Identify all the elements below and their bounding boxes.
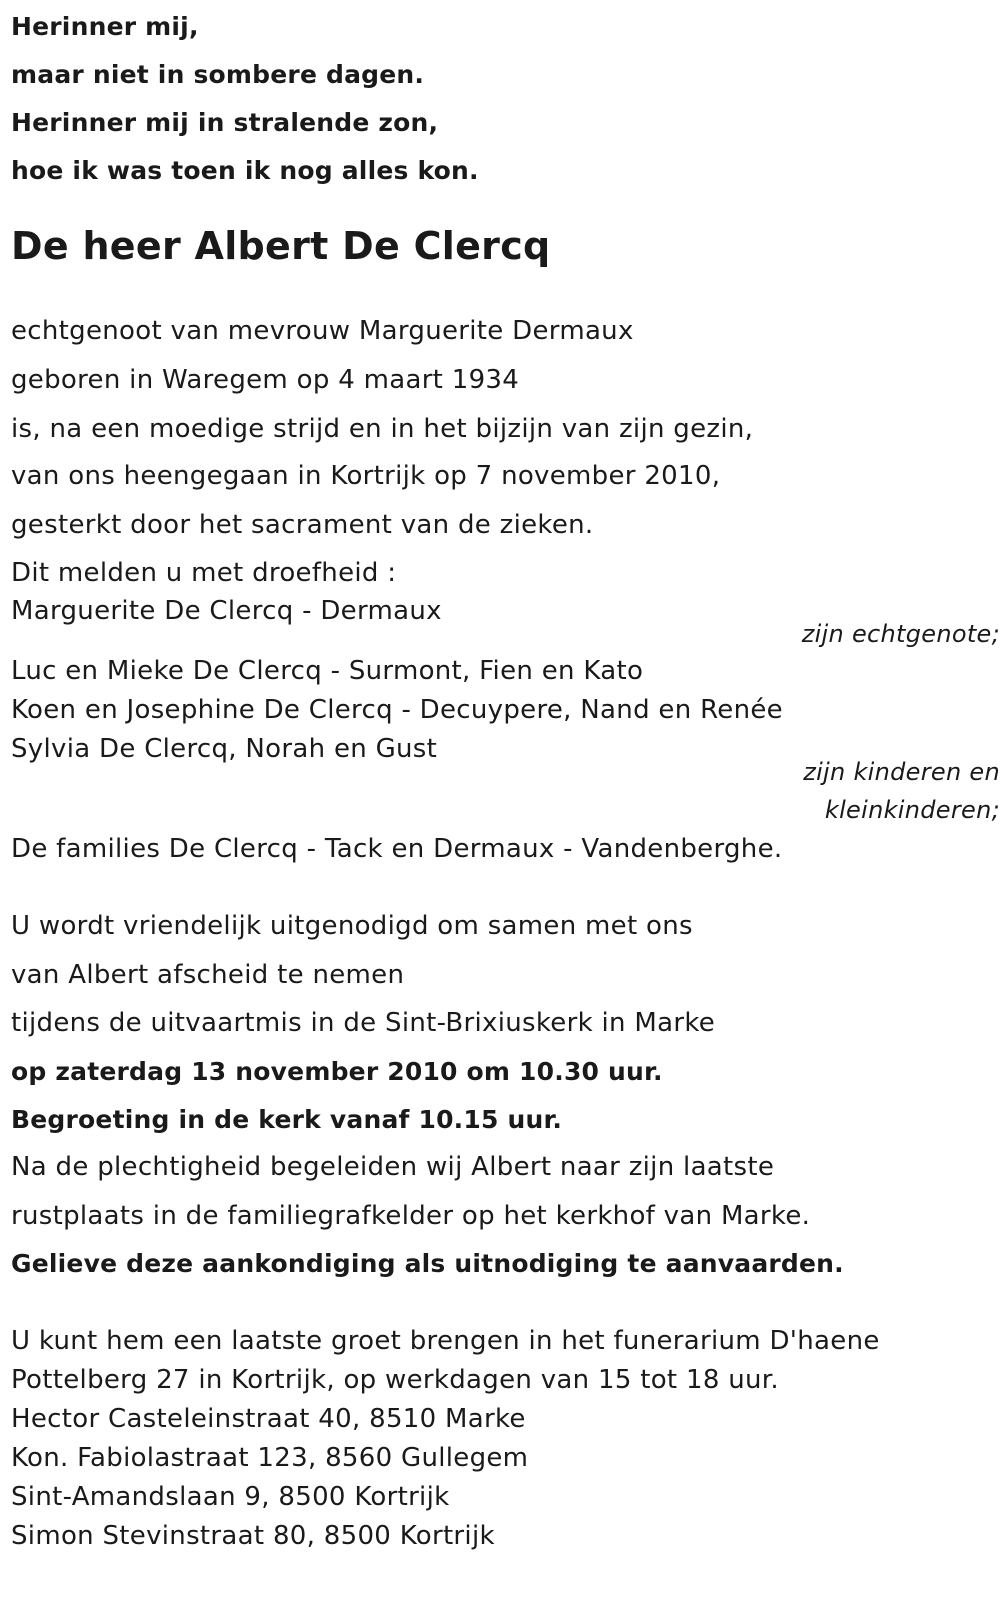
- poem-line: Herinner mij,: [11, 12, 199, 41]
- invitation-line: tijdens de uitvaartmis in de Sint-Brixiuskerk in Marke: [11, 1008, 716, 1038]
- announcement-line: is, na een moedige strijd en in het bijzijn van zijn gezin,: [11, 414, 754, 444]
- announcement-line: gesterkt door het sacrament van de zieken.: [11, 510, 594, 540]
- children-relation: kleinkinderen;: [824, 796, 1000, 824]
- list-item: Luc en Mieke De Clercq - Surmont, Fien en Kato: [11, 656, 644, 686]
- burial-line: rustplaats in de familiegrafkelder op het kerkhof van Marke.: [11, 1201, 811, 1231]
- address-line: Kon. Fabiolastraat 123, 8560 Gullegem: [11, 1443, 529, 1473]
- deceased-name: De heer Albert De Clercq: [11, 224, 551, 268]
- announcement-line: van ons heengegaan in Kortrijk op 7 november 2010,: [11, 461, 721, 491]
- mourners-intro: Dit melden u met droefheid :: [11, 558, 397, 588]
- invitation-line: U wordt vriendelijk uitgenodigd om samen met ons: [11, 911, 693, 941]
- address-line: Sint-Amandslaan 9, 8500 Kortrijk: [11, 1482, 450, 1512]
- poem-line: Herinner mij in stralende zon,: [11, 108, 439, 137]
- invitation-line: van Albert afscheid te nemen: [11, 960, 405, 990]
- spouse-name: Marguerite De Clercq - Dermaux: [11, 596, 442, 626]
- announcement-line: echtgenoot van mevrouw Marguerite Dermaux: [11, 316, 634, 346]
- list-item: Koen en Josephine De Clercq - Decuypere, Nand en Renée: [11, 695, 783, 725]
- spouse-relation: zijn echtgenote;: [801, 620, 1000, 648]
- children-relation: zijn kinderen en: [803, 758, 1000, 786]
- list-item: Sylvia De Clercq, Norah en Gust: [11, 734, 438, 764]
- greeting-time: Begroeting in de kerk vanaf 10.15 uur.: [11, 1105, 563, 1134]
- families-line: De families De Clercq - Tack en Dermaux - Vandenberghe.: [11, 834, 783, 864]
- announcement-line: geboren in Waregem op 4 maart 1934: [11, 365, 520, 395]
- poem-line: hoe ik was toen ik nog alles kon.: [11, 156, 479, 185]
- address-line: Hector Casteleinstraat 40, 8510 Marke: [11, 1404, 526, 1434]
- address-line: Simon Stevinstraat 80, 8500 Kortrijk: [11, 1521, 495, 1551]
- funeral-home-line: Pottelberg 27 in Kortrijk, op werkdagen van 15 tot 18 uur.: [11, 1365, 779, 1395]
- invitation-note: Gelieve deze aankondiging als uitnodiging te aanvaarden.: [11, 1249, 844, 1278]
- service-date: op zaterdag 13 november 2010 om 10.30 uur.: [11, 1057, 663, 1086]
- funeral-home-line: U kunt hem een laatste groet brengen in het funerarium D'haene: [11, 1326, 880, 1356]
- burial-line: Na de plechtigheid begeleiden wij Albert naar zijn laatste: [11, 1152, 775, 1182]
- poem-line: maar niet in sombere dagen.: [11, 60, 425, 89]
